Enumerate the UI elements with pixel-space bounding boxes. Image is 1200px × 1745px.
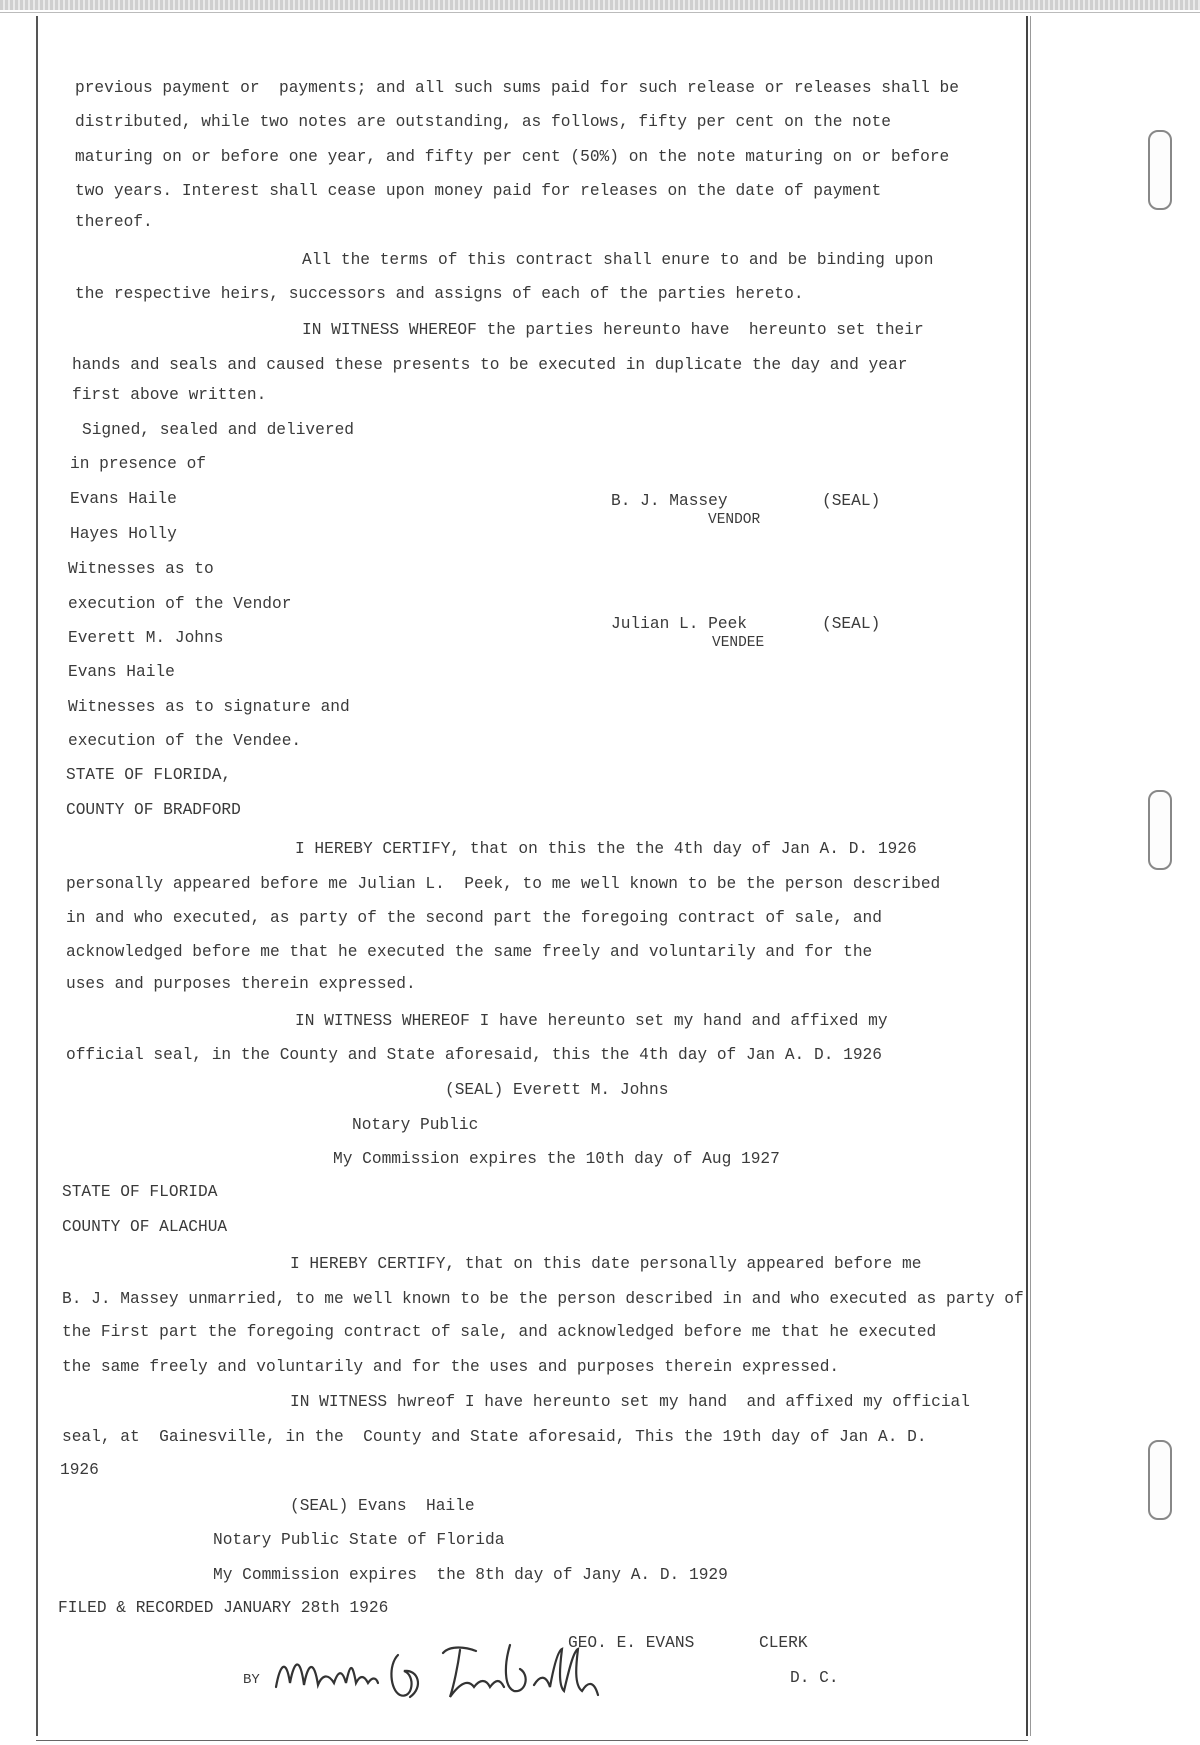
witness-line: execution of the Vendee. <box>68 732 302 750</box>
top-edge-rule <box>0 12 1200 13</box>
body-line: two years. Interest shall cease upon money paid for releases on the date of payment <box>75 182 882 200</box>
bottom-edge-rule <box>36 1740 1028 1741</box>
ack2-line: the same freely and voluntarily and for the uses and purposes therein expressed. <box>62 1358 840 1376</box>
ack1-line: in and who executed, as party of the second part the foregoing contract of sale, and <box>66 909 882 927</box>
handwritten-signature <box>238 1635 658 1715</box>
left-margin-rule <box>36 16 38 1736</box>
ack1-line: official seal, in the County and State aforesaid, this the 4th day of Jan A. D. 1926 <box>66 1046 882 1064</box>
body-line: previous payment or payments; and all such sums paid for such release or releases shall be <box>75 79 959 97</box>
witness-line: Everett M. Johns <box>68 629 224 647</box>
right-margin-rule-inner <box>1030 16 1031 1736</box>
body-line: thereof. <box>75 213 153 231</box>
ack1-line: acknowledged before me that he executed the same freely and voluntarily and for the <box>66 943 873 961</box>
vendee-role: VENDEE <box>712 635 765 651</box>
filed-recorded-line: FILED & RECORDED JANUARY 28th 1926 <box>58 1599 389 1617</box>
vendor-seal: (SEAL) <box>822 492 881 510</box>
witness-line: Evans Haile <box>68 663 175 681</box>
ack1-commission: My Commission expires the 10th day of Aug 1927 <box>333 1150 780 1168</box>
witness-line: Hayes Holly <box>70 525 177 543</box>
ack1-line: uses and purposes therein expressed. <box>66 975 416 993</box>
ack2-line: IN WITNESS hwreof I have hereunto set my hand and affixed my official <box>290 1393 970 1411</box>
ack2-line: I HEREBY CERTIFY, that on this date personally appeared before me <box>290 1255 922 1273</box>
ack2-notary-title: Notary Public State of Florida <box>213 1531 505 1549</box>
witness-line: Evans Haile <box>70 490 177 508</box>
ack1-line: I HEREBY CERTIFY, that on this the the 4th day of Jan A. D. 1926 <box>295 840 917 858</box>
body-line: the respective heirs, successors and assigns of each of the parties hereto. <box>75 285 804 303</box>
ack2-county: COUNTY OF ALACHUA <box>62 1218 228 1236</box>
witness-line: in presence of <box>70 455 206 473</box>
ack2-line: 1926 <box>60 1461 99 1479</box>
body-line: first above written. <box>72 386 267 404</box>
right-margin-rule <box>1026 16 1028 1736</box>
body-line: IN WITNESS WHEREOF the parties hereunto have hereunto set their <box>302 321 924 339</box>
vendee-seal: (SEAL) <box>822 615 881 633</box>
clerk-title: CLERK <box>759 1634 808 1652</box>
body-line: distributed, while two notes are outstanding, as follows, fifty per cent on the note <box>75 113 891 131</box>
ack2-commission: My Commission expires the 8th day of Jany A. D. 1929 <box>213 1566 728 1584</box>
ack2-line: B. J. Massey unmarried, to me well known to be the person described in and who executed as party of <box>62 1290 1024 1308</box>
vendee-name: Julian L. Peek <box>611 615 747 633</box>
ack1-line: personally appeared before me Julian L. Peek, to me well known to be the person described <box>66 875 941 893</box>
ack2-notary-signature: (SEAL) Evans Haile <box>290 1497 475 1515</box>
body-line: hands and seals and caused these presents to be executed in duplicate the day and year <box>72 356 908 374</box>
witness-line: Witnesses as to signature and <box>68 698 350 716</box>
body-line: maturing on or before one year, and fifty per cent (50%) on the note maturing on or before <box>75 148 950 166</box>
binder-hole-icon <box>1148 1440 1172 1520</box>
by-label: BY <box>243 1672 260 1688</box>
ack2-line: seal, at Gainesville, in the County and State aforesaid, This the 19th day of Jan A. D. <box>62 1428 927 1446</box>
ack2-state: STATE OF FLORIDA <box>62 1183 218 1201</box>
ack1-notary-title: Notary Public <box>352 1116 479 1134</box>
ack1-state: STATE OF FLORIDA, <box>66 766 232 784</box>
body-line: All the terms of this contract shall enure to and be binding upon <box>302 251 934 269</box>
top-edge-band <box>0 0 1200 10</box>
vendor-name: B. J. Massey <box>611 492 728 510</box>
ack2-line: the First part the foregoing contract of sale, and acknowledged before me that he executed <box>62 1323 937 1341</box>
ack1-county: COUNTY OF BRADFORD <box>66 801 241 819</box>
witness-line: execution of the Vendor <box>68 595 292 613</box>
witness-line: Witnesses as to <box>68 560 214 578</box>
ack1-line: IN WITNESS WHEREOF I have hereunto set my hand and affixed my <box>295 1012 888 1030</box>
ack1-notary-signature: (SEAL) Everett M. Johns <box>445 1081 669 1099</box>
binder-hole-icon <box>1148 130 1172 210</box>
witness-line: Signed, sealed and delivered <box>82 421 354 439</box>
deputy-clerk-label: D. C. <box>790 1669 839 1687</box>
vendor-role: VENDOR <box>708 512 761 528</box>
clerk-name: GEO. E. EVANS <box>568 1634 695 1652</box>
binder-hole-icon <box>1148 790 1172 870</box>
